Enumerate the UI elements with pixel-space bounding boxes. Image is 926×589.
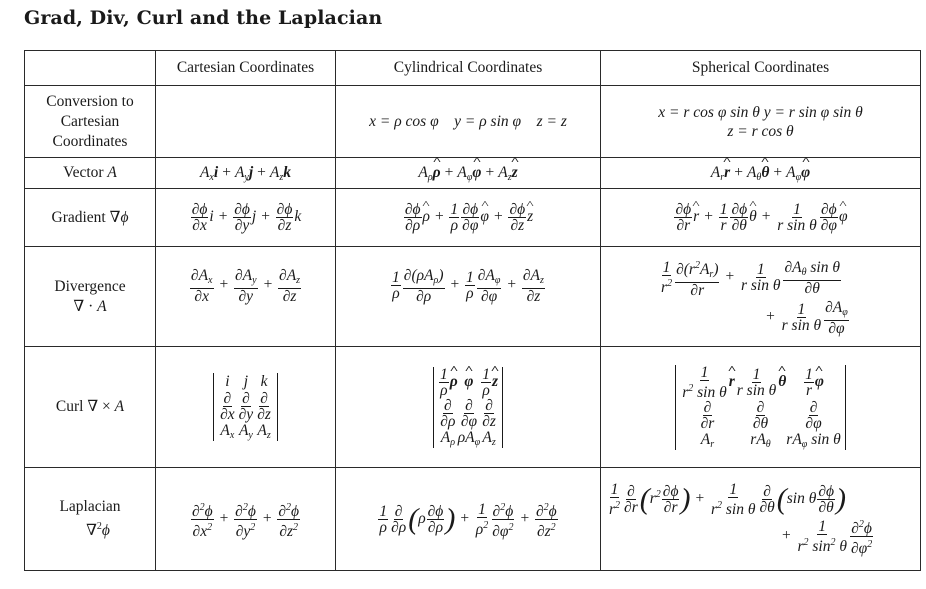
label-line: Conversion to xyxy=(46,92,134,110)
conversion-spherical xyxy=(601,86,921,158)
vector-spherical: $A_r\^{}$ $r + A_\theta\^{}$ $\theta + A_\varphi\^{}$ φ xyxy=(601,158,921,189)
label-line: Cartesian xyxy=(60,112,120,130)
divergence-cylindrical: $\frac{1}{\rho}$ $\frac{\partial(\rho A_\rho)}{\partial\rho}$ + $\frac{1}{\rho}$ $\frac{\partial A_\varphi}{\partial\varphi}$ + $\frac{\partial A_z}{\partial z}$ xyxy=(336,247,601,347)
gradient-cartesian: $\frac{\partial\phi}{\partial x}$ i + $\frac{\partial\phi}{\partial y}$ j + $\frac{\partial\phi}{\partial z}$ k xyxy=(156,189,336,247)
conversion-label xyxy=(25,86,156,158)
vector-calculus-table xyxy=(24,50,921,571)
curl-cylindrical xyxy=(336,347,601,468)
header-row xyxy=(25,51,921,86)
spherical-conversion-line2: z = r cos θ xyxy=(727,122,794,140)
label-line: Divergence xyxy=(54,277,126,295)
curl-row xyxy=(25,347,921,468)
divergence-spherical: $\frac{1}{r^2}$ $\frac{\partial(r^2A_r)}{\partial r}$ + $\frac{1}{\text{r sin θ}}$ $\frac{\partial A_\theta \sin \theta}{\partial\theta}$ + $\frac{1}{\text{r sin θ}}$ $\frac{\partial A_\varphi}{\partial\varphi}$ xyxy=(601,247,921,347)
vector-cartesian: $A_xi + A_yj + A_zk$ xyxy=(156,158,336,189)
vector-cylindrical: $A_\rho\^{}$ $\rho + A_\varphi\^{}$ $\varphi + A_z\^{}$ z xyxy=(336,158,601,189)
divergence-row xyxy=(25,247,921,347)
page-title: Grad, Div, Curl and the Laplacian xyxy=(24,7,383,29)
curl-cartesian-determinant: i j k $\frac{\partial}{\partial x}$ $\frac{\partial}{\partial y}$ $\frac{\partial}{\partial z}$ $A_x$ $A_y$ $A_z$ xyxy=(213,373,278,441)
curl-cartesian xyxy=(156,347,336,468)
vector-label: Vector A xyxy=(25,158,156,189)
conversion-row xyxy=(25,86,921,158)
conversion-cartesian xyxy=(156,86,336,158)
curl-spherical xyxy=(601,347,921,468)
gradient-label: Gradient ∇ϕ xyxy=(25,189,156,247)
header-empty xyxy=(25,51,156,86)
laplacian-spherical: $\frac{1}{r^2}$ $\frac{\partial}{\partial r}$ ($r^2$ $\frac{\partial\phi}{\partial r}$ ) + $\frac{1}{r^2 \sin \theta}$ $\frac{\partial}{\partial\theta}$ (sin θ $\frac{\partial\phi}{\partial\theta}$ ) + $\frac{1}{r^2 \sin^2 \theta}$ $\frac{\partial^2\phi}{\partial\varphi^2}$ xyxy=(601,468,921,571)
header-cylindrical: Cylindrical Coordinates xyxy=(336,51,601,86)
spherical-conversion-line1: x = r cos φ sin θ y = r sin φ sin θ xyxy=(658,103,863,121)
label-line: Laplacian xyxy=(59,498,121,515)
gradient-row xyxy=(25,189,921,247)
label-line: ∇ · A xyxy=(73,297,107,315)
label-line: Coordinates xyxy=(52,132,128,150)
conversion-cylindrical: x = ρ cos φ y = ρ sin φ z = z xyxy=(336,86,601,158)
curl-label: Curl ∇ × A xyxy=(25,347,156,468)
header-cartesian: Cartesian Coordinates xyxy=(156,51,336,86)
divergence-label xyxy=(25,247,156,347)
laplacian-row xyxy=(25,468,921,571)
curl-spherical-determinant: $\frac{1}{r^2 \sin \theta}$ ^ r $\frac{1}{\text{r sin θ}}$ ^ θ $\frac{1}{r}$ ^ φ $\frac{\partial}{\partial r}$ $\frac{\partial}{\partial\theta}$ $\frac{\partial}{\partial\varphi}$ $A_r$ $rA_\theta$ $rA_\varphi$ sin θ xyxy=(675,365,846,450)
header-spherical: Spherical Coordinates xyxy=(601,51,921,86)
gradient-cylindrical: $\frac{\partial\phi}{\partial\rho}$ ^ ρ + $\frac{1}{\rho}$ $\frac{\partial\phi}{\partial\varphi}$ ^ φ + $\frac{\partial\phi}{\partial z}$ ^ z xyxy=(336,189,601,247)
laplacian-label xyxy=(25,468,156,571)
divergence-cartesian: $\frac{\partial A_x}{\partial x}$ + $\frac{\partial A_y}{\partial y}$ + $\frac{\partial A_z}{\partial z}$ xyxy=(156,247,336,347)
curl-cylindrical-determinant: $\frac{1}{\rho}$ ^ ρ ^ φ $\frac{1}{\rho}$ ^ z $\frac{\partial}{\partial\rho}$ $\frac{\partial}{\partial\varphi}$ $\frac{\partial}{\partial z}$ $A_\rho$ $\rho A_\varphi$ $A_z$ xyxy=(433,367,503,448)
gradient-spherical: $\frac{\partial\phi}{\partial r}$ ^ r + $\frac{1}{r}$ $\frac{\partial\phi}{\partial\theta}$ ^ θ + $\frac{1}{\text{r sin θ}}$ $\frac{\partial\phi}{\partial\varphi}$ ^ φ xyxy=(601,189,921,247)
laplacian-cylindrical: $\frac{1}{\rho}$ $\frac{\partial}{\partial\rho}$ (ρ $\frac{\partial\phi}{\partial\rho}$ ) + $\frac{1}{\rho^2}$ $\frac{\partial^2\phi}{\partial\varphi^2}$ + $\frac{\partial^2\phi}{\partial z^2}$ xyxy=(336,468,601,571)
label-line: ∇$^2$ϕ xyxy=(86,521,110,539)
vector-row xyxy=(25,158,921,189)
laplacian-cartesian: $\frac{\partial^2\phi}{\partial x^2}$ + $\frac{\partial^2\phi}{\partial y^2}$ + $\frac{\partial^2\phi}{\partial z^2}$ xyxy=(156,468,336,571)
